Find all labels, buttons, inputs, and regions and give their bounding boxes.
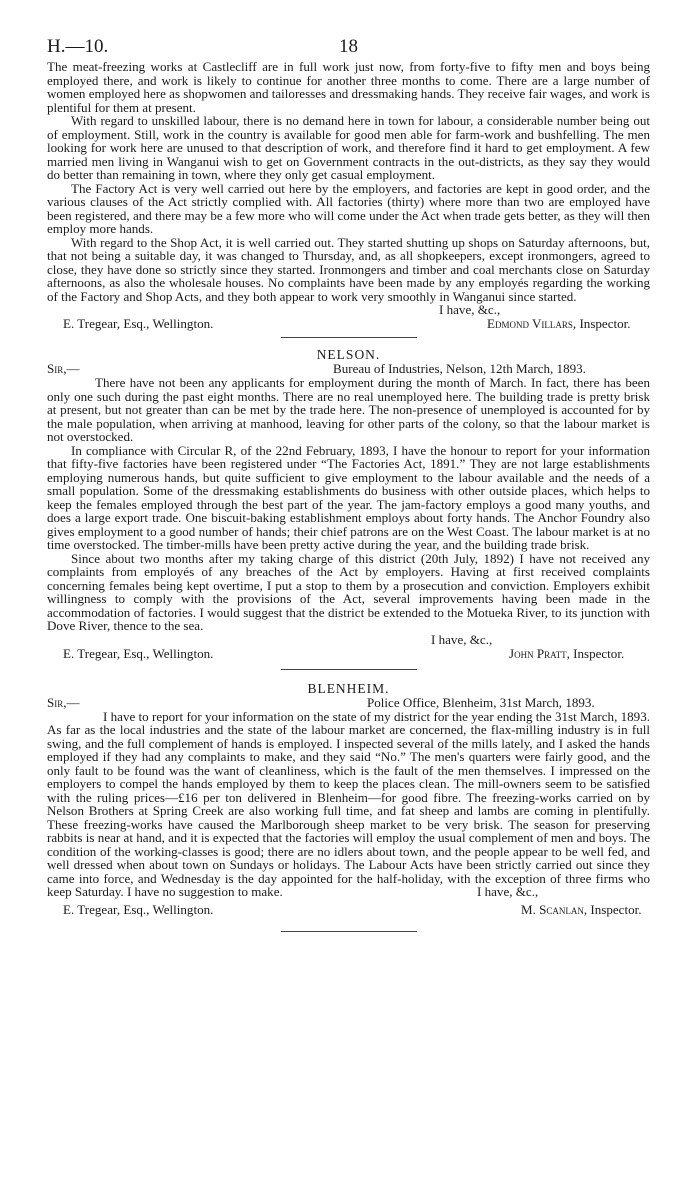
closing: I have, &c., [431, 631, 493, 647]
page-header [47, 0, 650, 60]
salutation: Sir,— [47, 361, 80, 376]
paragraph: There have not been any applicants for employment during the month of March. In fact, there has been only one such during the past eight months. There are no real unemployed here. The building trade is pretty brisk at present, but not greater than can be met by the trade here. The non-presence of unemployed is accounted for by the male population, when arriving at manhood, leaving for other parts of the colony, so that the labour market is not overstocked. [47, 375, 650, 444]
signatory-name: John Pratt [509, 645, 567, 661]
paragraph: The Factory Act is very well carried out here by the employers, and factories are kept in good order, and the various clauses of the Act strictly complied with. All factories (thirty) where more than two are employed have been registered, and there may be a few more who will come under the Act when trade gets better, as they will then employ more hands. [47, 180, 650, 236]
salutation: Sir,— [47, 694, 80, 710]
addressee: E. Tregear, Esq., Wellington. [63, 645, 214, 661]
signatory-name: Edmond Villars [487, 316, 573, 331]
dateline-row [47, 696, 650, 710]
section-divider [281, 337, 417, 338]
signatory-title: , Inspector. [572, 316, 631, 331]
section-divider [281, 669, 417, 670]
nelson-report [47, 348, 650, 661]
signature [509, 647, 624, 661]
addressee: E. Tregear, Esq., Wellington. [63, 316, 214, 331]
page-number: 18 [339, 36, 358, 57]
paragraph: With regard to the Shop Act, it is well carried out. They started shutting up shops on Saturday afternoons, but, that not being a suitable day, it was changed to Thursday, and, as all shopkeepers, except ironmongers, agreed to close, they have done so strictly since they started. Ironmongers and timber and coal merchants close on Saturday afternoons, as also the wholesale houses. No complaints have been made by any employés regarding the working of the Factory and Shop Acts, and they both appear to work very smoothly in Wanganui since started. [47, 234, 650, 304]
dateline: Bureau of Industries, Nelson, 12th March, 1893. [333, 361, 586, 376]
addressee: E. Tregear, Esq., Wellington. [63, 901, 214, 917]
dateline-row [47, 362, 650, 376]
signature-line [47, 317, 650, 331]
section-divider [281, 931, 417, 932]
blenheim-report [47, 682, 650, 917]
paragraph: In compliance with Circular R, of the 22nd February, 1893, I have the honour to report for your information that fifty-five factories have been registered under “The Factories Act, 1891.” They are not large establishments employing numerous hands, but quite sufficient to give employment to the labour available and the needs of a small population. Some of the dressmaking establishments do business with other outside places, which helps to keep the females employed through the best part of the year. The jam-factory employs a good many youths, and does a large export trade. One biscuit-baking establishment employs about forty hands. The Anchor Foundry also gives employment to a good number of hands; their chief patrons are on the West Coast. The labour market is at no time overstocked. The timber-mills have been pretty active during the year, and the building trade brisk. [47, 442, 650, 552]
closing-line [47, 633, 650, 647]
signature-line [47, 647, 650, 661]
dateline: Police Office, Blenheim, 31st March, 1893. [367, 694, 595, 710]
closing: I have, &c., [439, 302, 501, 317]
signature-line [47, 903, 650, 917]
section-title: NELSON. [316, 347, 381, 362]
document-code: H.—10. [47, 36, 109, 57]
closing: I have, &c., [477, 883, 539, 899]
paragraph: With regard to unskilled labour, there is no demand here in town for labour, a considerable number being out of employment. Still, work in the country is available for good men able for farm-work and bushfelling. The men looking for work here are unused to that description of work, and therefore find it hard to get employment. A few married men living in Wanganui wish to get on Government contracts in the out-districts, as they say they would do better than remaining in town, where they only get casual employment. [47, 113, 650, 182]
signatory-title: , Inspector. [583, 901, 642, 917]
paragraph: I have to report for your information on the state of my district for the year ending the 31st March, 1893. As far as the local industries and the state of the labour market are concerned, the flax-milling industry is in full swing, and the full complement of hands is employed. I inspected several of the mills lately, and I asked the hands employed if they had any complaints to make, and they said “No.” The men's quarters were fairly good, and the only fault to be found was the want of cleanliness, which is the fault of the men themselves. I impressed on the employers to compel the hands employed by them to keep the places clean. The mill-owners seem to be satisfied with the ruling prices—£16 per ton delivered in Blenheim—for good fibre. The freezing-works carried on by Nelson Brothers at Spring Creek are also working full time, and fat sheep and lambs are coming in plentifully. These freezing-works have caused the Marlborough sheep market to be very brisk. The season for preserving rabbits is near at hand, and it is expected that the factories will employ the usual complement of men and boys. The condition of the working-classes is good; there are no idlers about town, and the people appear to be well fed, and well dressed when about town on Sundays or holidays. The Labour Acts have been strictly carried out since they came into force, and Wednesday is the day appointed for the half-holiday, with the exception of three firms who keep Saturday. I have no suggestion to make. [47, 708, 650, 899]
paragraph: Since about two months after my taking charge of this district (20th July, 1892) I have not received any complaints from employés of any breaches of the Act by employers. Having at first received complaints concerning females being kept overtime, I put a stop to them by a prosecution and conviction. Employers exhibit willingness to comply with the provisions of the Act, several improvements having been made in the accommodation of factories. I would suggest that the district be extended to the Motueka River, to its junction with Dove River, thence to the sea. [47, 550, 650, 633]
signatory-title: , Inspector. [566, 645, 625, 661]
closing-line [47, 303, 650, 317]
section-title: BLENHEIM. [307, 680, 390, 696]
signature [521, 903, 642, 917]
signature [487, 317, 631, 331]
wanganui-report [47, 60, 650, 331]
paragraph: The meat-freezing works at Castlecliff are in full work just now, from forty-five to fifty men and boys being employed there, and work is likely to continue for another three months to come. There are a large number of women employed here as shopwomen and tailoresses and dressmaking hands. They receive fair wages, and work is plentiful for them at present. [47, 59, 650, 115]
signatory-name: M. Scanlan [521, 901, 584, 917]
